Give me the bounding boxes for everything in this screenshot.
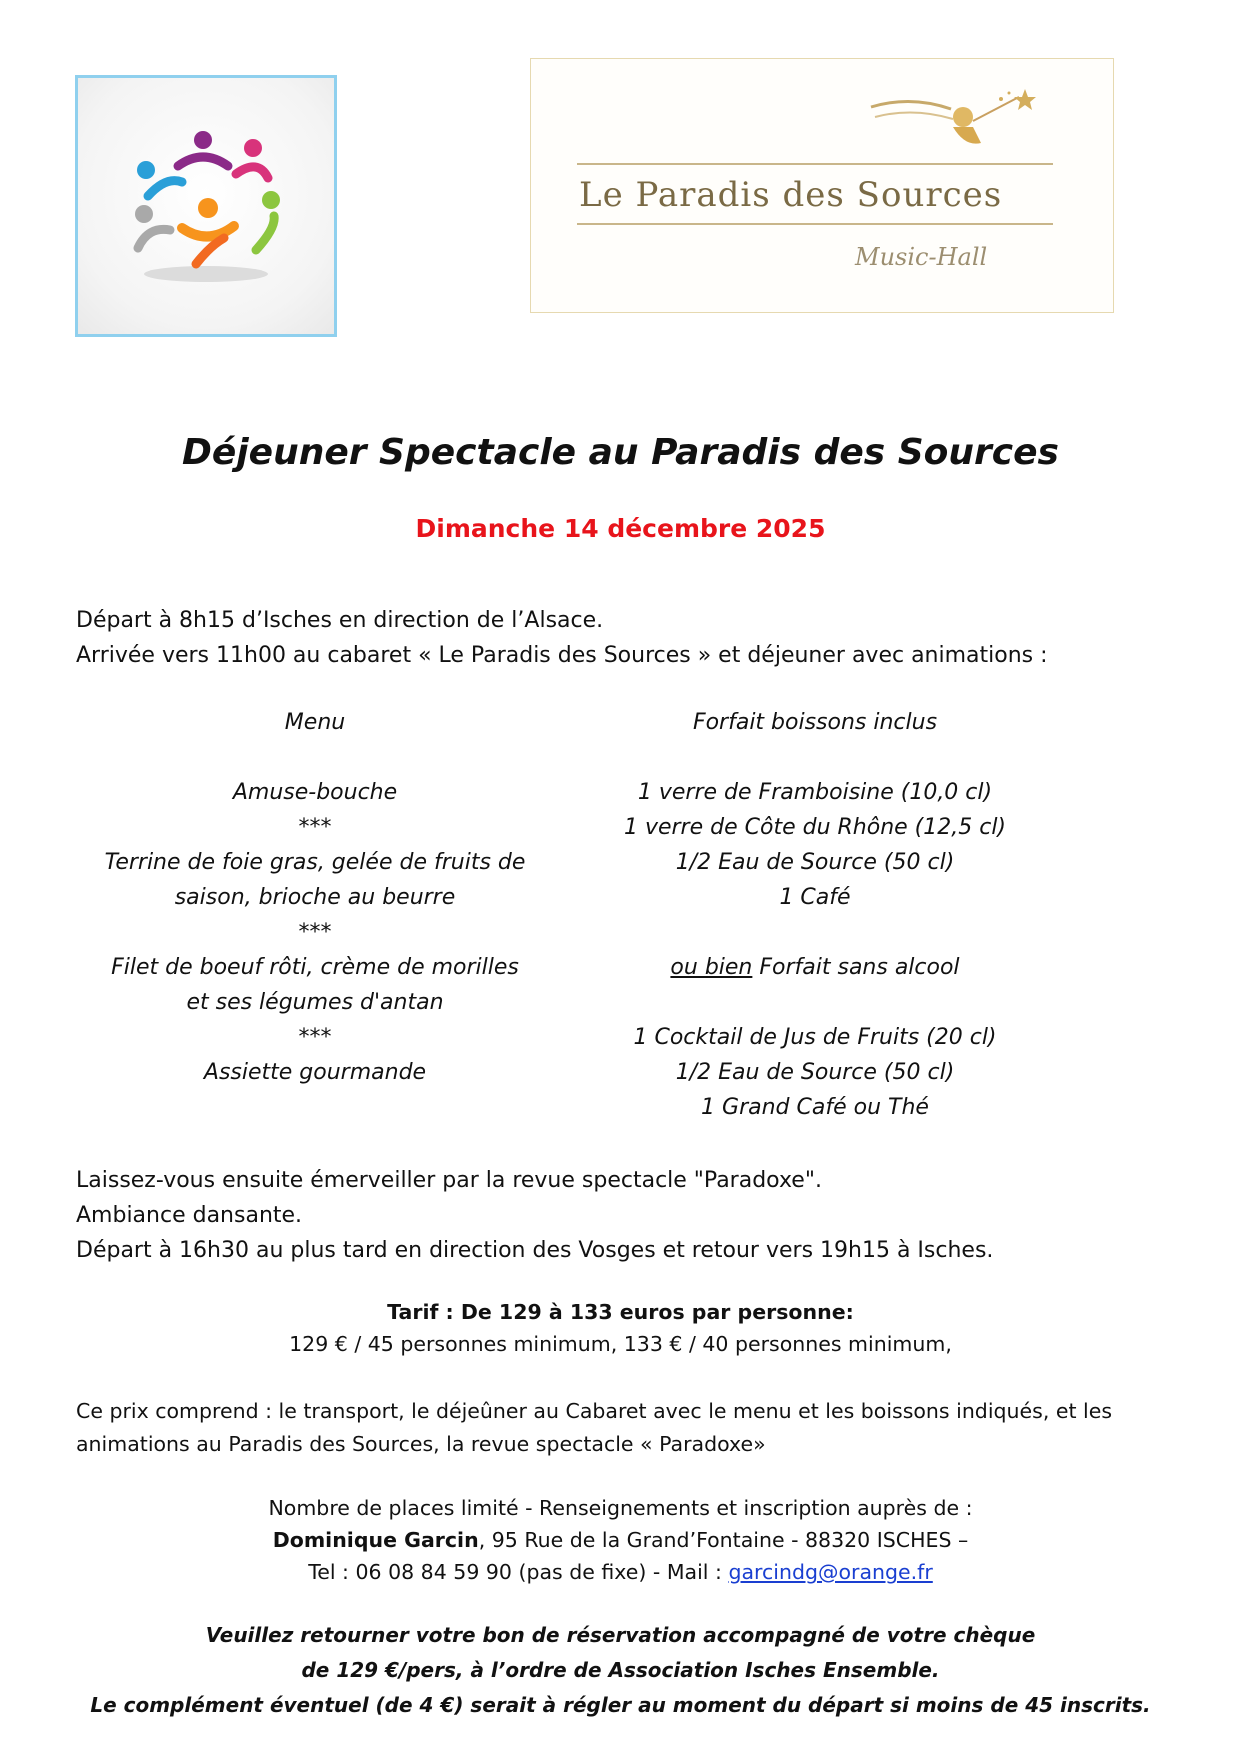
brand-title: Le Paradis des Sources (579, 175, 1003, 215)
association-logo (75, 75, 337, 337)
drink-item: 1/2 Eau de Source (50 cl) (675, 1060, 955, 1085)
intro-line: Départ à 8h15 d’Isches en direction de l’Alsace. (76, 608, 604, 633)
drink-item: 1 Cocktail de Jus de Fruits (20 cl) (633, 1025, 997, 1050)
menu-column (70, 705, 560, 1090)
drink-item: 1 Grand Café ou Thé (701, 1095, 929, 1120)
menu-item: Filet de boeuf rôti, crème de morilles (111, 955, 519, 980)
drinks-alt-header (575, 950, 1055, 985)
page-title: Déjeuner Spectacle au Paradis des Sources (182, 432, 1059, 473)
afternoon-line: Ambiance dansante. (76, 1203, 303, 1228)
closing-line: Le complément éventuel (de 4 €) serait à régler au moment du départ si moins de 45 inscrits. (90, 1693, 1151, 1717)
contact-phone: Tel : 06 08 84 59 90 (pas de fixe) - Mail : (308, 1560, 729, 1584)
afternoon-line: Départ à 16h30 au plus tard en direction des Vosges et retour vers 19h15 à Isches. (76, 1238, 994, 1263)
includes-line: animations au Paradis des Sources, la revue spectacle « Paradoxe» (76, 1432, 766, 1456)
menu-header: Menu (284, 710, 346, 735)
menu-item: saison, brioche au beurre (174, 885, 456, 910)
fairy-star-icon (841, 87, 1051, 167)
closing-notice (0, 1618, 1241, 1723)
intro-line: Arrivée vers 11h00 au cabaret « Le Paradis des Sources » et déjeuner avec animations : (76, 643, 1048, 668)
contact-name: Dominique Garcin (272, 1528, 479, 1552)
drink-item: 1 Café (779, 885, 851, 910)
contact-address-line (0, 1524, 1241, 1556)
menu-item: Assiette gourmande (203, 1060, 427, 1085)
drinks-alt-label: Forfait sans alcool (752, 955, 960, 980)
closing-line: de 129 €/pers, à l’ordre de Association Isches Ensemble. (301, 1658, 940, 1682)
includes-line: Ce prix comprend : le transport, le déjeûner au Cabaret avec le menu et les boissons indiqués, et les (76, 1399, 1113, 1423)
menu-item: Terrine de foie gras, gelée de fruits de (104, 850, 526, 875)
drink-item: 1 verre de Côte du Rhône (12,5 cl) (623, 815, 1007, 840)
contact-address: , 95 Rue de la Grand’Fontaine - 88320 ISCHES – (478, 1528, 969, 1552)
drink-item: 1 verre de Framboisine (10,0 cl) (637, 780, 993, 805)
closing-line: Veuillez retourner votre bon de réservation accompagné de votre chèque (205, 1623, 1036, 1647)
contact-email-link[interactable]: garcindg@orange.fr (728, 1560, 933, 1584)
brand-rule-top (577, 163, 1053, 165)
drink-item: 1/2 Eau de Source (50 cl) (675, 850, 955, 875)
contact-intro: Nombre de places limité - Renseignements et inscription auprès de : (268, 1496, 973, 1520)
brand-rule-bottom (577, 223, 1053, 225)
menu-separator: *** (298, 920, 332, 945)
paradis-des-sources-logo (530, 58, 1114, 313)
tarif-headline: Tarif : De 129 à 133 euros par personne: (387, 1300, 854, 1324)
event-date: Dimanche 14 décembre 2025 (415, 514, 826, 543)
menu-item: et ses légumes d'antan (186, 990, 444, 1015)
menu-separator: *** (298, 1025, 332, 1050)
tarif-detail: 129 € / 45 personnes minimum, 133 € / 40 personnes minimum, (289, 1332, 952, 1356)
menu-item: Amuse-bouche (232, 780, 398, 805)
drinks-header: Forfait boissons inclus (692, 710, 938, 735)
afternoon-line: Laissez-vous ensuite émerveiller par la revue spectacle "Paradoxe". (76, 1168, 822, 1193)
drinks-alt-prefix: ou bien (670, 955, 753, 980)
menu-separator: *** (298, 815, 332, 840)
people-circle-icon (78, 78, 334, 334)
drinks-column (575, 705, 1055, 1125)
contact-phone-line (0, 1556, 1241, 1588)
brand-subtitle: Music-Hall (855, 243, 988, 271)
